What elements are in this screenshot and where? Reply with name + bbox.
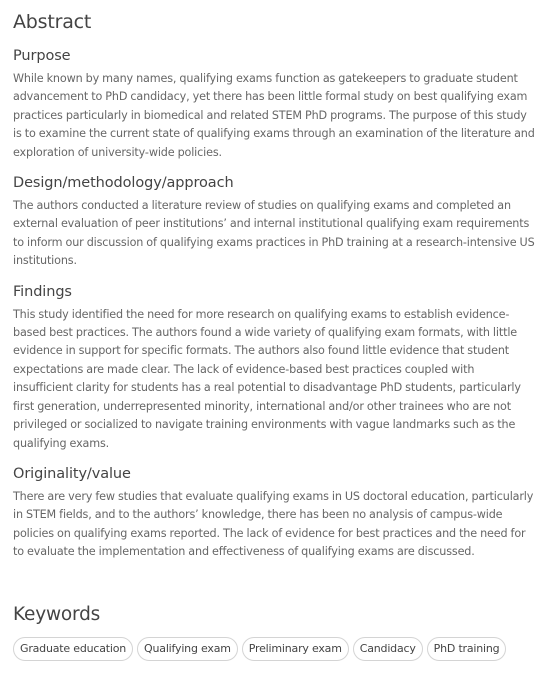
abstract-section-findings [13,282,536,453]
keyword-chip-qualifying-exam[interactable]: Qualifying exam [137,637,238,661]
keywords-title: Keywords [13,603,101,625]
abstract-section-purpose [13,46,536,162]
abstract-title: Abstract [13,11,92,33]
keyword-chip-preliminary-exam[interactable]: Preliminary exam [242,637,349,661]
section-heading-findings: Findings [13,283,72,300]
keyword-chip-phd-training[interactable]: PhD training [427,637,507,661]
section-heading-originality: Originality/value [13,465,131,482]
section-body-originality: There are very few studies that evaluate qualifying exams in US doctoral education, particularly in STEM fields, and to the authors’ knowledge, there has been no analysis of campus-wide policies on qualifying exams reported. The lack of evidence for best practices and the need for to evaluate the implementation and effectiveness of qualifying exams are discussed. [13,489,534,559]
keywords-list [13,637,536,661]
section-body-findings: This study identified the need for more research on qualifying exams to establish evidence-based best practices. The authors found a wide variety of qualifying exam formats, with little evidence in support for specific formats. The authors also found little evidence that student expectations are made clear. The lack of evidence-based best practices coupled with insufficient clarity for students has a real potential to disadvantage PhD students, particularly first generation, underrepresented minority, international and/or other trainees who are not privileged or socialized to navigate training environments with vague landmarks such as the qualifying exams. [13,307,521,450]
keyword-chip-graduate-education[interactable]: Graduate education [13,637,133,661]
section-heading-design: Design/methodology/approach [13,175,234,192]
keyword-chip-candidacy[interactable]: Candidacy [353,637,423,661]
section-body-design: The authors conducted a literature review of studies on qualifying exams and completed an external evaluation of peer institutions’ and internal institutional qualifying exam requirements to inform our discussion of qualifying exams practices in PhD training at a research-intensive US institutions. [13,199,535,268]
section-heading-purpose: Purpose [13,48,71,64]
abstract-section-design [13,173,536,271]
section-body-purpose: While known by many names, qualifying exams function as gatekeepers to graduate student advancement to PhD candidacy, yet there has been little formal study on best qualifying exam practices particularly in biomedical and related STEM PhD programs. The purpose of this study is to examine the current state of qualifying exams through an examination of the literature and exploration of university-wide policies. [13,72,535,159]
abstract-section-originality [13,464,536,562]
